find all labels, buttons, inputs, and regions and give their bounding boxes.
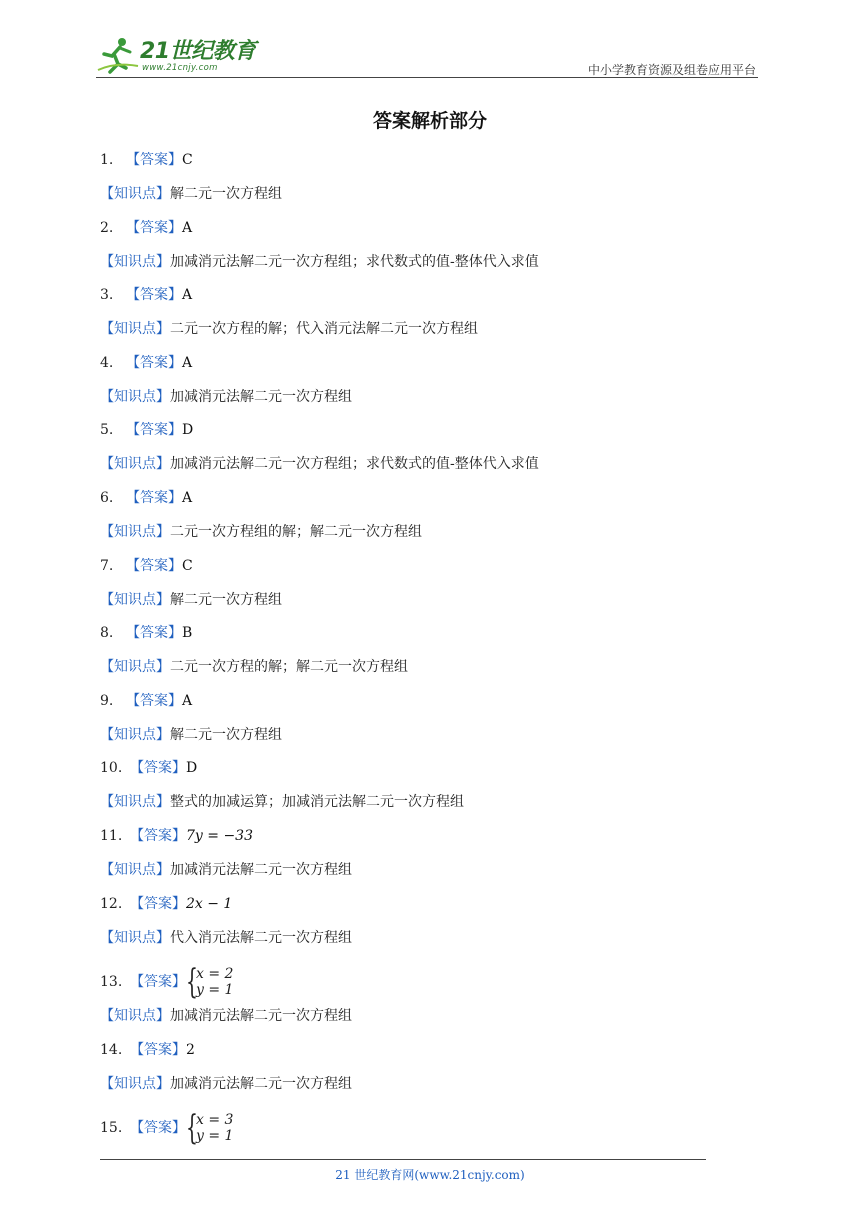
knowledge-tag: 【知识点】 [100, 659, 170, 675]
answer-value: A [182, 693, 193, 709]
question-number: 9. [100, 693, 114, 709]
question-number: 11. [100, 828, 123, 844]
answer-row [100, 893, 232, 915]
answer-tag: 【答案】 [130, 1042, 186, 1058]
answer-tag: 【答案】 [130, 896, 186, 912]
knowledge-text: 二元一次方程组的解；解二元一次方程组 [170, 524, 422, 540]
answer-tag: 【答案】 [130, 828, 186, 844]
answer-tag: 【答案】 [126, 625, 182, 641]
left-brace: { [186, 1108, 198, 1148]
answer-row [100, 1108, 234, 1148]
answer-value: A [182, 287, 193, 303]
knowledge-row [100, 386, 352, 408]
knowledge-text: 解二元一次方程组 [170, 186, 282, 202]
knowledge-row [100, 251, 539, 273]
knowledge-row [100, 318, 478, 340]
question-number: 12. [100, 896, 123, 912]
answer-row [100, 555, 193, 577]
knowledge-tag: 【知识点】 [100, 1076, 170, 1092]
answer-tag: 【答案】 [126, 355, 182, 371]
answer-value: C [182, 558, 193, 574]
system-equation: x = 3 [196, 1112, 234, 1128]
answer-row [100, 825, 253, 847]
answer-row [100, 217, 192, 239]
knowledge-tag: 【知识点】 [100, 254, 170, 270]
answer-equation-system [186, 1108, 234, 1148]
system-equation: x = 2 [196, 966, 234, 982]
knowledge-tag: 【知识点】 [100, 862, 170, 878]
knowledge-text: 解二元一次方程组 [170, 592, 282, 608]
logo-url: www.21cnjy.com [142, 63, 218, 73]
question-number: 15. [100, 1120, 123, 1136]
knowledge-row [100, 183, 282, 205]
knowledge-text: 加减消元法解二元一次方程组；求代数式的值-整体代入求值 [170, 254, 539, 270]
answer-tag: 【答案】 [130, 1120, 186, 1136]
question-number: 5. [100, 422, 114, 438]
answer-row [100, 284, 192, 306]
answer-value: 7y = −33 [186, 828, 253, 844]
question-number: 10. [100, 760, 123, 776]
answer-row [100, 962, 234, 1002]
answer-row [100, 757, 197, 779]
knowledge-text: 代入消元法解二元一次方程组 [170, 930, 352, 946]
knowledge-row [100, 589, 282, 611]
system-equation: y = 1 [196, 982, 234, 998]
knowledge-row [100, 927, 352, 949]
knowledge-row [100, 1005, 352, 1027]
answer-row [100, 1039, 195, 1061]
answer-value: D [186, 760, 198, 776]
knowledge-tag: 【知识点】 [100, 456, 170, 472]
knowledge-text: 解二元一次方程组 [170, 727, 282, 743]
question-number: 6. [100, 490, 114, 506]
knowledge-row [100, 859, 352, 881]
answer-value: B [182, 625, 193, 641]
answer-row [100, 622, 192, 644]
answer-tag: 【答案】 [130, 974, 186, 990]
question-number: 4. [100, 355, 114, 371]
answer-tag: 【答案】 [126, 152, 182, 168]
answer-row [100, 690, 192, 712]
left-brace: { [186, 962, 198, 1002]
answer-tag: 【答案】 [126, 490, 182, 506]
knowledge-tag: 【知识点】 [100, 794, 170, 810]
knowledge-text: 加减消元法解二元一次方程组 [170, 862, 352, 878]
question-number: 1. [100, 152, 114, 168]
knowledge-text: 加减消元法解二元一次方程组 [170, 1076, 352, 1092]
answer-row [100, 352, 192, 374]
knowledge-row [100, 656, 408, 678]
knowledge-row [100, 724, 282, 746]
footer-link[interactable]: 21 世纪教育网(www.21cnjy.com) [335, 1168, 525, 1182]
knowledge-row [100, 791, 464, 813]
knowledge-tag: 【知识点】 [100, 524, 170, 540]
answer-tag: 【答案】 [126, 220, 182, 236]
knowledge-text: 加减消元法解二元一次方程组 [170, 1008, 352, 1024]
knowledge-row [100, 1073, 352, 1095]
knowledge-row [100, 521, 422, 543]
knowledge-text: 加减消元法解二元一次方程组；求代数式的值-整体代入求值 [170, 456, 539, 472]
answer-value: D [182, 422, 194, 438]
question-number: 7. [100, 558, 114, 574]
answer-tag: 【答案】 [126, 287, 182, 303]
answer-value: C [182, 152, 193, 168]
answer-row [100, 419, 193, 441]
page-header [96, 34, 758, 80]
logo-text: 21世纪教育 [140, 39, 256, 64]
answer-tag: 【答案】 [126, 422, 182, 438]
answer-value: A [182, 355, 193, 371]
answer-value: A [182, 220, 193, 236]
knowledge-text: 二元一次方程的解；解二元一次方程组 [170, 659, 408, 675]
knowledge-row [100, 453, 539, 475]
answer-value: 2 [186, 1042, 195, 1058]
answer-value: 2x − 1 [186, 896, 233, 912]
answer-tag: 【答案】 [130, 760, 186, 776]
knowledge-text: 二元一次方程的解；代入消元法解二元一次方程组 [170, 321, 478, 337]
knowledge-tag: 【知识点】 [100, 389, 170, 405]
answer-row [100, 487, 192, 509]
answer-value: A [182, 490, 193, 506]
page-title: 答案解析部分 [372, 110, 487, 132]
answer-tag: 【答案】 [126, 693, 182, 709]
site-logo[interactable] [96, 34, 266, 78]
question-number: 3. [100, 287, 114, 303]
knowledge-tag: 【知识点】 [100, 930, 170, 946]
knowledge-tag: 【知识点】 [100, 727, 170, 743]
question-number: 2. [100, 220, 114, 236]
question-number: 8. [100, 625, 114, 641]
question-number: 14. [100, 1042, 123, 1058]
knowledge-text: 加减消元法解二元一次方程组 [170, 389, 352, 405]
answer-equation-system [186, 962, 234, 1002]
knowledge-text: 整式的加减运算；加减消元法解二元一次方程组 [170, 794, 464, 810]
question-number: 13. [100, 974, 123, 990]
knowledge-tag: 【知识点】 [100, 321, 170, 337]
runner-logo-icon [96, 36, 140, 76]
platform-label: 中小学教育资源及组卷应用平台 [587, 63, 756, 77]
system-equation: y = 1 [196, 1128, 234, 1144]
footer-divider [100, 1159, 706, 1160]
knowledge-tag: 【知识点】 [100, 186, 170, 202]
answer-row [100, 149, 193, 171]
knowledge-tag: 【知识点】 [100, 592, 170, 608]
answer-tag: 【答案】 [126, 558, 182, 574]
header-divider [96, 77, 758, 78]
knowledge-tag: 【知识点】 [100, 1008, 170, 1024]
